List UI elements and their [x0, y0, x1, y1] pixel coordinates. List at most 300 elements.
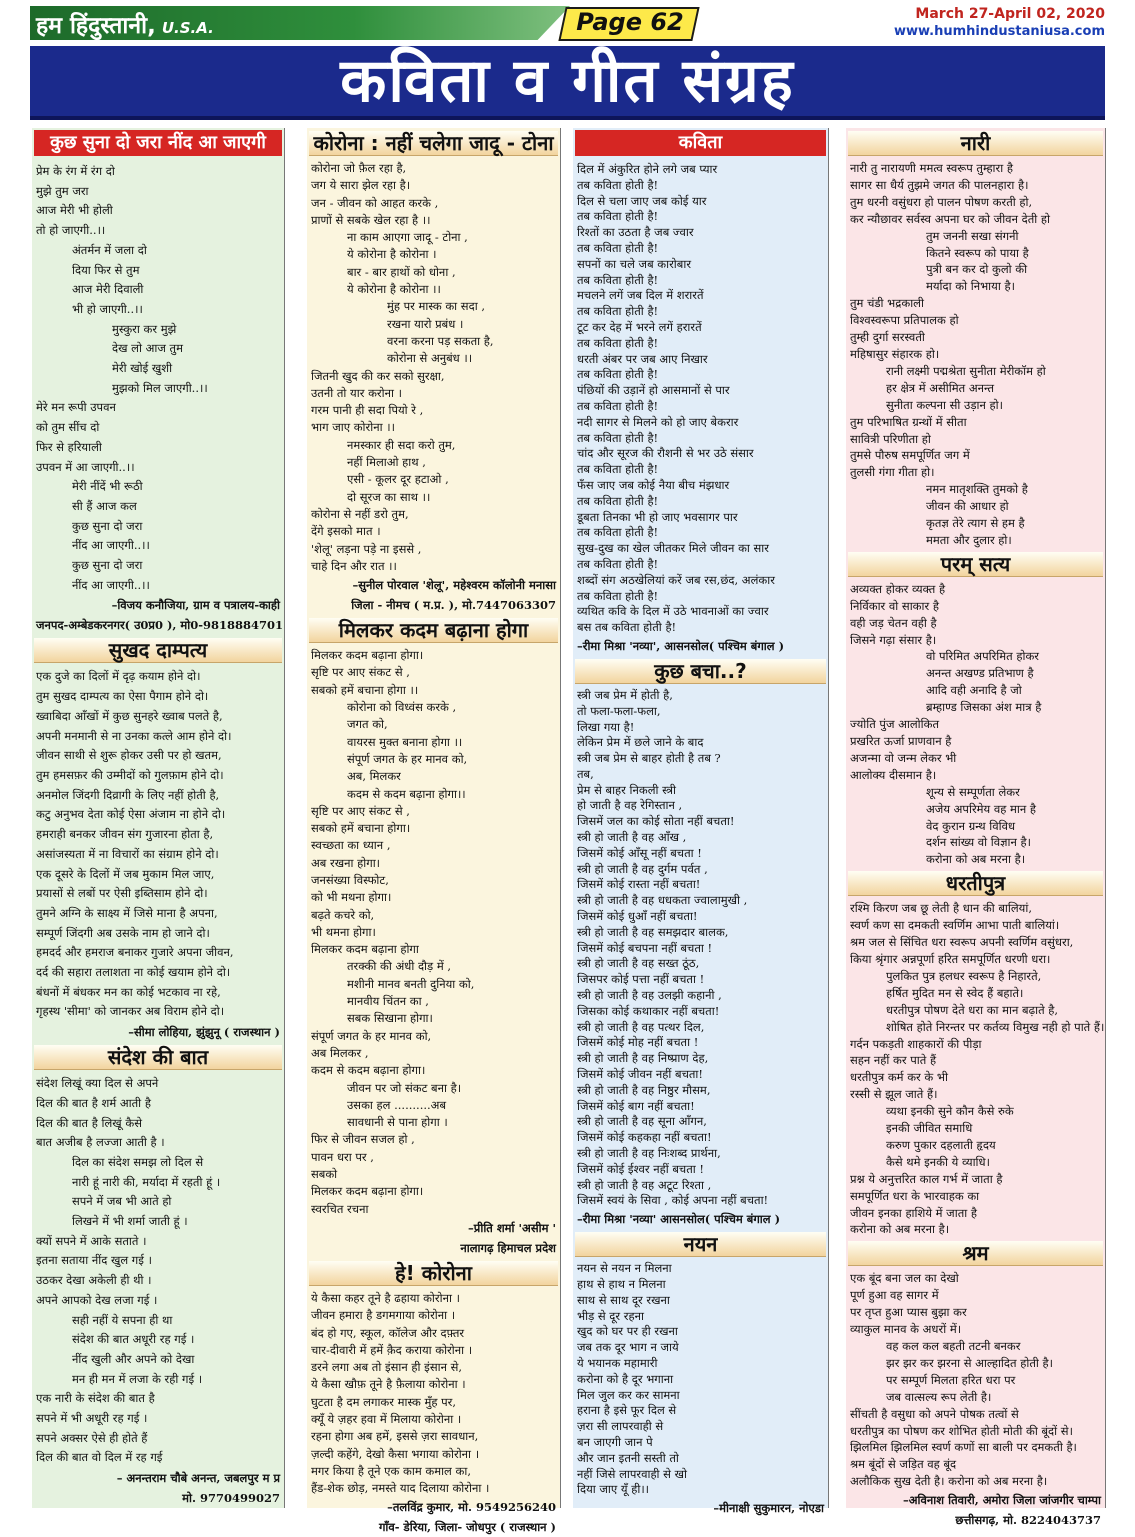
poem-line: महिषासुर संहारक हो। [850, 346, 940, 361]
poem-line: डूबता तिनका भी हो जाए भवसागर पार [577, 509, 738, 524]
poem-line: दिल की बात है लिखूं कैसे [36, 1115, 142, 1130]
poem-line: ना काम आएगा जादू - टोना , [347, 230, 468, 245]
poem-title: कुछ सुना दो जरा नींद आ जाएगी [34, 130, 282, 156]
poem-line: कर न्यौछावर सर्वस्व अपना घर को जीवन देती हो [850, 211, 1050, 226]
poem-body [573, 162, 828, 636]
poem-line: सींचती है वसुधा को अपने पोषक तत्वों से [850, 1406, 1019, 1421]
poem-line: पुत्री बन कर दो कुलो की [926, 262, 1028, 277]
poem-line: मेरे मन रूपी उपवन [36, 400, 116, 415]
poem-line: स्त्री हो जाती है वह समझदार बालक, [577, 924, 729, 939]
poem-line: किया श्रृंगार अन्नपूर्णा हरित समपूर्णित धरणी धरा। [850, 951, 1051, 966]
poem-line: मेरी खोई खुशी [112, 361, 173, 376]
poem-line: जिसपर कोई पत्ता नहीं बचता ! [577, 972, 705, 987]
poem-line: आदि वही अनादि है जो [926, 683, 1022, 698]
poem-line: कदम से कदम बढ़ाना होगा।। [347, 786, 466, 801]
poem-line: सृष्टि पर आए संकट से , [311, 803, 410, 818]
poem-author: – अनन्तराम चौबे अनन्त, जबलपुर म प्र [116, 1471, 280, 1486]
poem-line: अब रखना होगा। [311, 855, 381, 870]
poem-line: दर्शन सांख्य वो विज्ञान है। [926, 835, 1032, 850]
poem-line: नारी तु नारायणी ममत्व स्वरूप तुम्हारा है [850, 161, 1013, 175]
poem-line: तब कविता होती है! [577, 335, 659, 350]
poem-title: नयन [575, 1232, 826, 1257]
poem-line: जितनी खुद की कर सको सुरक्षा, [311, 368, 445, 383]
poem-title: हे! कोरोना [309, 1261, 558, 1286]
poem-line: तब कविता होती है! [577, 304, 659, 319]
poem-line: तब कविता होती है! [577, 525, 659, 540]
poem-author-contact: जनपद-अम्बेडकरनगर( उ0प्र0 ), मो0-9818884701 [36, 618, 284, 633]
poem-title: नारी [848, 131, 1103, 156]
poem-author: –अविनाश तिवारी, अमोरा जिला जांजगीर चाम्पा [903, 1493, 1101, 1508]
poem-line: सुनीता कल्पना सी उड़ान हो। [886, 397, 1003, 412]
poem-line: ज़ल्दी कहेंगे, देखो कैसा भगाया कोरोना । [311, 1446, 480, 1461]
poem-line: सहन नहीं कर पाते हैं [850, 1053, 937, 1068]
poem-line: एक दूसरे के दिलों में जब मुकाम मिल जाए, [36, 866, 215, 881]
poem-line: चाहे दिन और रात ।। [311, 558, 397, 573]
poem-line: स्त्री जब प्रेम से बाहर होती है तब ? [577, 751, 721, 766]
poem-line: नदी सागर से मिलने को हो जाए बेकरार [577, 414, 739, 429]
poem-line: जिसमें कोई रास्ता नहीं बचता! [577, 877, 701, 892]
poem-line: वो परिमित अपरिमित होकर [926, 649, 1039, 664]
poem-line: स्त्री हो जाती है वह धधकता ज्वालामुखी , [577, 893, 748, 908]
poem-line: कोरोना से नहीं डरो तुम, [311, 506, 409, 521]
poem-line: एक नारी के संदेश की बात है [36, 1391, 155, 1406]
poem-line: प्रेम के रंग में रंग दो [36, 164, 115, 178]
poem-line: तब कविता होती है! [577, 430, 659, 445]
poem-line: बढ़ते कचरे को, [311, 907, 375, 922]
poem-line: नमन मातृशक्ति तुमको है [926, 482, 1028, 497]
poem-body [32, 667, 284, 1022]
poem-line: अब मिलकर , [311, 1045, 369, 1060]
poem-line: मगर किया है तूने एक काम कमाल का, [311, 1463, 471, 1478]
poem-line: बात अजीब है लज्जा आती है । [36, 1135, 165, 1150]
poem-line: हैंड-शेक छोड़, नमस्ते याद दिलाया कोरोना । [311, 1481, 490, 1496]
poem-line: शून्य से सम्पूर्णता लेकर [926, 784, 1020, 799]
poem-line: अनमोल जिंदगी दिव्रागी के लिए नहीं होती है, [36, 787, 220, 802]
poem-body [846, 1270, 1105, 1490]
poem-line: अब, मिलकर [347, 769, 401, 784]
poem-line: सपने में जब भी आते हो [72, 1194, 172, 1209]
poem-line: समपूर्णित धरा के भारवाहक का [850, 1188, 980, 1203]
poem-line: स्त्री हो जाती है वह निष्प्राण देह, [577, 1051, 709, 1066]
poem-line: उसका हल ..........अब [347, 1097, 447, 1112]
poem-line: धरती अंबर पर जब आए निखार [577, 351, 708, 366]
poem-line: सपने अक्सर ऐसे ही होते हैं [36, 1430, 148, 1445]
poem-line: मचलने लगें जब दिल में शरारतें [577, 288, 704, 303]
poem-line: मानवीय चिंतन का , [347, 994, 429, 1009]
poem-line: अनन्त अखण्ड प्रतिभाण है [926, 666, 1034, 681]
poem-line: गर्दन पकड़ती शाहकारों की पीड़ा [850, 1036, 982, 1051]
poem-line: जिसमें कोई कहकहा नहीं बचता! [577, 1130, 712, 1145]
poem-line: मन ही मन में लजा के रही गई । [72, 1371, 203, 1386]
poem-line: पर तृप्त हुआ प्यास बुझा कर [850, 1305, 967, 1320]
poem-line: दिल से चला जाए जब कोई यार [577, 193, 707, 208]
poem-line: पंछियों की उड़ानें हो आसमानों से पार [577, 383, 730, 398]
poem-line: वरना करना पड़ सकता है, [387, 333, 494, 348]
column-1 [32, 128, 285, 1508]
poem-line: ये कोरोना है कोरोना । [347, 247, 437, 262]
poem-line: गरम पानी ही सदा पियो रे , [311, 403, 424, 418]
poem-line: स्वर्ण कण सा दमकती स्वर्णिम आभा पाती बालियां। [850, 918, 1060, 933]
poem-line: तो फला-फला-फला, [577, 703, 661, 718]
poem-line: तुम जननी सखा संगनी [926, 228, 1019, 243]
poem-line: खुद को घर पर ही रखना [577, 1324, 678, 1339]
poem-line: को तुम सींच दो [36, 420, 100, 435]
poem-line: मिलकर कदम बढ़ाना होगा [311, 942, 419, 957]
poem-line: हमदर्द और हमराज बनाकर गुजारे अपना जीवन, [36, 945, 234, 960]
issue-date: March 27-April 02, 2020 [915, 6, 1105, 22]
poem-line: स्वच्छता का ध्यान , [311, 838, 391, 853]
poem-line: दो सूरज का साथ ।। [347, 489, 431, 504]
poem-line: ये कोरोना है कोरोना ।। [347, 282, 441, 297]
poem-body [573, 688, 828, 1209]
publication-title: हम हिंदुस्तानी, [36, 13, 156, 39]
poem-body [846, 900, 1105, 1238]
poem-line: फिर से जीवन सजल हो , [311, 1132, 415, 1147]
poem-line: श्रम जल से सिंचित धरा स्वरूप अपनी स्वर्णिम वसुंधरा, [850, 935, 1074, 950]
poem-line: तुलसी गंगा गीता हो। [850, 465, 935, 480]
poem-line: वेद कुरान ग्रन्थ विविध [926, 818, 1016, 833]
publication-name [36, 8, 214, 40]
poem-line: ख्वाबिदा आँखों में कुछ सुनहरे ख्वाब पलते है, [36, 708, 223, 723]
poem-line: हाथ से हाथ न मिलना [577, 1277, 666, 1291]
poem-line: तब कविता होती है! [577, 177, 659, 192]
poem-line: जीवन साथी से शुरू होकर उसी पर हो खतम, [36, 748, 222, 763]
poem-line: दिया जाए यूँ ही।। [577, 1482, 650, 1497]
poem-line: हराना है इसे फूर दिल से [577, 1403, 677, 1418]
poem-line: करोना को अब मरना है। [926, 852, 1026, 867]
poem-body [846, 160, 1105, 549]
poem-line: सही नहीं ये सपना ही था [72, 1312, 173, 1327]
section-title: कविता व गीत संग्रह [340, 46, 795, 116]
poem-line: दिया फिर से तुम [72, 262, 140, 277]
poem-line: को भी मथना होगा। [311, 890, 392, 905]
poem-line: स्त्री हो जाती है वह निःशब्द प्रार्थना, [577, 1146, 721, 1161]
poem-line: करोना को है दूर भगाना [577, 1371, 674, 1386]
poem-line: सपनों का चले जब कारोबार [577, 256, 692, 271]
poem-line: मिलकर कदम बढ़ाना होगा। [311, 1184, 424, 1199]
poem-line: पावन धरा पर , [311, 1149, 374, 1164]
poem-line: तुम्ही दुर्गा सरस्वती [850, 330, 925, 345]
poem-line: भी हो जाएगी..।। [72, 301, 143, 316]
poem-body [307, 647, 560, 1218]
poem-line: नींद आ जाएगी..।। [72, 538, 150, 553]
poem-author: –मीनाक्षी सुकुमारन, नोएडा [713, 1501, 824, 1516]
poem-line: स्त्री जब प्रेम में होती है, [577, 687, 673, 702]
column-3 [573, 128, 829, 1516]
poem-author: –सुनील पोरवाल 'शेलू', महेश्वरम कॉलोनी मनासा [352, 578, 556, 593]
poem-line: करोना को अब मरना है। [850, 1222, 950, 1237]
poem-line: कुछ सुना दो जरा [72, 518, 143, 533]
poem-line: सबको [311, 1167, 338, 1182]
poem-line: नमस्कार ही सदा करो तुम, [347, 437, 456, 452]
poem-line: नहीं मिलाओ हाथ , [347, 455, 426, 470]
poem-line: जिसमें जल का कोई सोता नहीं बचता! [577, 814, 735, 829]
poem-line: दिल की बात वो दिल में रह गई [36, 1450, 163, 1465]
poem-line: अलौकिक सुख देती है। करोना को अब मरना है। [850, 1474, 1048, 1489]
poem-line: कोरोना जो फ़ैल रहा है, [311, 161, 407, 175]
poem-line: नारी हूं नारी की, मर्यादा में रहती हूं । [72, 1174, 221, 1189]
poem-line: संपूर्ण जगत के हर मानव को, [311, 1028, 432, 1043]
poem-line: लिखा गया है! [577, 719, 635, 734]
poem-line: क्यूँ ये ज़हर हवा में मिलाया कोरोना । [311, 1412, 462, 1426]
poem-line: अपने आपको देख लजा गई । [36, 1292, 158, 1307]
poem-line: 'शेलू' लड़ना पड़े ना इससे , [311, 541, 422, 556]
poem-line: तब, [577, 766, 594, 781]
poem-line: रानी लक्ष्मी पद्मश्रेता सुनीता मेरीकॉम हो [886, 363, 1046, 378]
poem-line: सुख-दुख का खेल जीतकर मिले जीवन का सार [577, 541, 769, 556]
poem-line: तब कविता होती है! [577, 209, 659, 224]
poem-line: बंद हो गए, स्कूल, कॉलेज और दफ़्तर [311, 1325, 465, 1340]
poem-author: –विजय कनौजिया, ग्राम व पत्रालय-काही [111, 598, 280, 613]
poem-line: बार - बार हाथों को धोना , [347, 264, 456, 279]
poem-line: एक बूंद बना जल का देखो [850, 1271, 959, 1286]
poem-line: इनकी जीवित समाधि [886, 1121, 973, 1136]
poem-line: जन - जीवन को आहत करके , [311, 195, 439, 210]
poem-line: बंधनों में बंधकर मन का कोई भटकाव ना रहे, [36, 984, 221, 999]
poem-line: डरने लगा अब तो इंसान ही इंसान से, [311, 1360, 463, 1375]
poem-line: देख लो आज तुम [112, 341, 183, 356]
poem-line: दर्द की सहारा तलाशता ना कोई खयाम होने दो। [36, 965, 231, 980]
poem-line: स्त्री हो जाती है वह आँख , [577, 830, 687, 845]
poem-line: जीवन हमारा है डगमगाया कोरोना । [311, 1308, 456, 1323]
poem-line: रश्मि किरण जब छू लेती है धान की बालियां, [850, 901, 1032, 916]
poem-line: कटु अनुभव देता कोई ऐसा अंजाम ना होने दो। [36, 807, 226, 822]
poem-line: संदेश की बात अधूरी रह गई । [72, 1332, 195, 1347]
poem-line: पुलकित पुत्र हलधर स्वरूप है निहारते, [886, 968, 1042, 983]
poem-line: जगत को, [347, 717, 388, 732]
poem-line: तुमसे पौरुष समपूर्णित जग में [850, 448, 970, 463]
poem-line: एक दुजे का दिलों में दृढ़ कयाम होने दो। [36, 669, 201, 684]
poem-line: तब कविता होती है! [577, 556, 659, 571]
poem-line: सावधानी से पाना होगा । [347, 1115, 448, 1130]
poem-line: तब कविता होती है! [577, 367, 659, 382]
poem-author: –प्रीति शर्मा 'असीम ' [468, 1220, 556, 1235]
poem-line: शोषित होते निरन्तर पर कर्तव्य विमुख नही हो पाते हैं। [886, 1019, 1105, 1034]
poem-line: भी थमना होगा। [311, 924, 376, 939]
poem-line: फँस जाए जब कोई नैया बीच मंझधार [577, 477, 730, 492]
poem-line: जनसंख्या विस्फोट, [311, 872, 389, 887]
poem-line: आलोक्य दीसमान है। [850, 767, 937, 782]
publication-region: U.S.A. [161, 19, 214, 37]
poem-line: व्यथित कवि के दिल में उठे भावनाओं का ज्वार [577, 604, 769, 619]
poem-line: सी हैं आज कल [72, 498, 137, 513]
poem-line: तुम परिभाषित ग्रन्थों में सीता [850, 414, 967, 429]
poem-line: जीवन की आधार हो [926, 499, 1009, 514]
poem-line: भाग जाए कोरोना ।। [311, 420, 395, 435]
poem-line: कुछ सुना दो जरा [72, 558, 143, 573]
poem-line: रहना होगा अब हमें, इससे ज़रा सावधान, [311, 1429, 479, 1444]
poem-line: कदम से कदम बढ़ाना होगा। [311, 1063, 426, 1078]
poem-line: शब्दों संग अठखेलियां करें जब रस,छंद, अलंकार [577, 572, 775, 587]
poem-author: –तलविंद्र कुमार, मो. 9549256240 [387, 1500, 556, 1515]
column-2 [307, 128, 561, 1535]
poem-line: तुम सुखद दाम्पत्य का ऐसा पैगाम होने दो। [36, 689, 209, 704]
poem-line: मेरी नींदें भी रूठी [72, 479, 143, 494]
poem-line: मिलकर कदम बढ़ाना होगा। [311, 648, 424, 663]
poem-body [846, 581, 1105, 868]
poem-line: मुंह पर मास्क का सदा , [387, 299, 485, 314]
poem-line: अपनी मनमानी से ना उनका कत्ले आम होने दो। [36, 728, 232, 743]
poem-line: अजेय अपरिमेय वह मान है [926, 801, 1037, 816]
poem-line: सम्पूर्ण जिंदगी अब उसके नाम हो जाने दो। [36, 925, 210, 940]
poem-line: जग ये सारा झेल रहा है। [311, 178, 411, 193]
poem-line: लिखने में भी शर्मा जाती हूं । [72, 1214, 188, 1229]
poem-line: प्रश्न ये अनुत्तरित काल गर्भ में जाता है [850, 1171, 1003, 1186]
poem-line: रखना यारो प्रबंध । [387, 316, 464, 331]
poem-line: कितने स्वरूप को पाया है [926, 245, 1029, 260]
poem-line: नयन से नयन न मिलना [577, 1261, 672, 1276]
poem-line: तरक्की की अंधी दौड़ में , [347, 959, 452, 974]
poem-line: लेकिन प्रेम में छले जाने के बाद [577, 735, 704, 750]
poem-line: अजन्मा वो जन्म लेकर भी [850, 750, 957, 765]
poem-body [32, 1074, 284, 1468]
poem-line: आज मेरी भी होली [36, 203, 113, 218]
column-4 [846, 128, 1106, 1528]
poem-line: झर झर कर झरना से आल्हादित होती है। [886, 1355, 1053, 1370]
poem-line: उपवन में आ जाएगी..।। [36, 459, 135, 474]
poem-line: हो जाती है वह रेगिस्तान , [577, 798, 683, 813]
poem-line: धरतीपुत्र का पोषण कर शोभित होती मोती की बूंदों से। [850, 1423, 1073, 1438]
poem-line: जिसमें कोई बाग नहीं बचता! [577, 1098, 695, 1113]
poem-line: नहीं जिसे लापरवाही से खो [577, 1466, 688, 1481]
poem-line: घुटता है दम लगाकर मास्क मुँह पर, [311, 1394, 456, 1409]
poem-line: जिसमें कोई मोह नहीं बचता ! [577, 1035, 699, 1050]
poem-line: श्रम बूंदों से जड़ित वह बूंद [850, 1457, 957, 1472]
poem-line: वायरस मुक्त बनाना होगा ।। [347, 734, 463, 749]
poem-title: कोरोना : नहीं चलेगा जादू - टोना [309, 131, 558, 156]
poem-line: स्त्री हो जाती है वह पत्थर दिल, [577, 1019, 705, 1034]
poem-author-place: गाँव- डेरिया, जिला- जोधपुर ( राजस्थान ) [378, 1520, 556, 1535]
poem-line: प्राणों से सबके खेल रहा है ।। [311, 212, 431, 227]
page-number: Page 62 [576, 8, 684, 36]
poem-line: व्याकुल मानव के अधरों में। [850, 1322, 962, 1337]
poem-line: निर्विकार वो साकार है [850, 598, 939, 613]
poem-line: स्त्री हो जाती है वह उलझी कहानी , [577, 988, 722, 1003]
page-header [30, 6, 1105, 40]
poem-line: कोरोना से अनुबंध ।। [387, 351, 473, 366]
poem-line: ये कैसा खौफ़ तूने है फ़ैलाया कोरोना । [311, 1377, 466, 1392]
poem-line: धरतीपुत्र पोषण देते धरा का मान बढ़ाते है, [886, 1002, 1059, 1017]
poem-line: जब वात्सल्य रूप लेती है। [886, 1389, 992, 1404]
poem-line: रस्सी से झूल जाते हैं। [850, 1087, 938, 1102]
poem-line: चार-दीवारी में हमें क़ैद कराया कोरोना । [311, 1342, 473, 1357]
poem-line: टूट कर देह में भरने लगें हरारतें [577, 319, 702, 334]
poem-line: जिसमें स्वयं के सिवा , कोई अपना नहीं बचता! [577, 1193, 769, 1208]
poem-line: सबक सिखाना होगा। [347, 1011, 433, 1026]
poem-line: स्त्री हो जाती है वह सख्त ठूंठ, [577, 956, 700, 971]
poem-line: ये कैसा कहर तूने है ढहाया कोरोना । [311, 1290, 460, 1305]
poem-line: बन जाएगी जान पे [577, 1434, 653, 1449]
poem-line: मिल जुल कर कर सामना [577, 1387, 680, 1402]
poem-author: –सीमा लोहिया, झुंझुनू ( राजस्थान ) [128, 1025, 280, 1040]
poem-line: इतना सताया नींद खुल गई । [36, 1253, 152, 1268]
poem-line: अव्यक्त होकर व्यक्त है [850, 581, 946, 596]
poem-line: सागर सा धैर्य तुझमे जगत की पालनहारा है। [850, 177, 1029, 192]
poem-title: परम् सत्य [848, 552, 1103, 577]
poem-line: कैसे थमे इनकी ये व्याधि। [886, 1154, 990, 1169]
poem-line: तुम हमसफ़र की उम्मीदों को गुलफ़ाम होने दो। [36, 767, 224, 782]
poem-line: दिल में अंकुरित होने लगे जब प्यार [577, 162, 718, 176]
poem-line: करुण पुकार दहलाती हृदय [886, 1137, 996, 1152]
poem-line: स्त्री हो जाती है वह सूना आँगन, [577, 1114, 707, 1129]
poem-line: झिलमिल झिलमिल स्वर्ण कणों सा बाली पर दमकती है। [850, 1440, 1077, 1455]
poem-line: स्त्री हो जाती है वह दुर्गम पर्वत , [577, 861, 708, 876]
poem-line: तब कविता होती है! [577, 462, 659, 477]
poem-line: ब्रम्हाण्ड जिसका अंश मात्र है [926, 700, 1042, 715]
poem-line: एसी - कूलर दूर हटाओ , [347, 472, 449, 487]
poem-line: जिसमें कोई ईश्वर नहीं बचता ! [577, 1161, 705, 1176]
poem-line: तब कविता होती है! [577, 588, 659, 603]
poem-line: जीवन इनका हाशिये में जाता है [850, 1205, 977, 1220]
poem-line: जिसका कोई कथाकार नहीं बचता! [577, 1003, 720, 1018]
poem-line: जीवन पर जो संकट बना है। [347, 1080, 462, 1095]
poem-line: तब कविता होती है! [577, 493, 659, 508]
poem-line: रिश्तों का उठता है जब ज्वार [577, 225, 694, 240]
poem-line: उठकर देखा अकेली ही थी । [36, 1273, 152, 1288]
poem-line: विश्वस्वरूपा प्रतिपालक हो [850, 313, 959, 328]
poem-line: नींद खुली और अपने को देखा [72, 1351, 195, 1366]
poem-line: सपने में भी अधूरी रह गई । [36, 1411, 148, 1426]
poem-line: आज मेरी दिवाली [72, 282, 144, 297]
poem-line: सृष्टि पर आए संकट से , [311, 665, 410, 680]
poem-title: कविता [575, 130, 826, 156]
poem-line: प्रेम से बाहर निकली स्त्री [577, 782, 676, 797]
poem-body [307, 160, 560, 575]
poem-line: फिर से हरियाली [36, 439, 102, 454]
poem-title: कुछ बचा..? [575, 659, 826, 684]
poem-line: संदेश लिखूं क्या दिल से अपने [36, 1076, 159, 1091]
poem-line: जिसमें कोई धुआँ नहीं बचता! [577, 909, 698, 924]
poem-author-contact: छत्तीसगढ़, मो. 8224043737 [955, 1513, 1101, 1528]
poem-line: हर्षित मुदित मन से स्वेद हैं बहाते। [886, 985, 1024, 1000]
poem-line: और जान इतनी सस्ती तो [577, 1450, 679, 1465]
poem-line: वह कल कल बहती तटनी बनकर [886, 1339, 1021, 1353]
poem-line: तुमने अग्नि के साक्ष्य में जिसे माना है अपना, [36, 905, 218, 920]
poem-line: स्त्री हो जाती है वह निष्ठुर मौसम, [577, 1082, 711, 1097]
poem-line: भीड़ से दूर रहना [577, 1308, 644, 1323]
poem-line: ज़रा सी लापरवाही से [577, 1419, 664, 1434]
poem-line: मुझको मिल जाएगी..।। [112, 380, 208, 395]
poem-line: स्त्री हो जाती है वह अटूट रिश्ता , [577, 1177, 712, 1192]
website-link[interactable]: www.humhindustaniusa.com [893, 24, 1105, 39]
section-banner [30, 46, 1105, 120]
poem-line: जिसमें कोई जीवन नहीं बचता! [577, 1067, 704, 1082]
poem-line: जिसमें कोई बचपना नहीं बचता ! [577, 940, 713, 955]
poem-line: जब तक दूर भाग न जाये [577, 1340, 679, 1355]
poem-line: बस तब कविता होती है! [577, 620, 677, 635]
issue-info [894, 6, 1105, 40]
poem-line: ये भयानक महामारी [577, 1355, 658, 1370]
poem-title: धरतीपुत्र [848, 871, 1103, 896]
poem-line: हर क्षेत्र में असीमित अनन्त [886, 380, 995, 395]
poem-line: कृतज्ञ तेरे त्याग से हम है [926, 516, 1025, 531]
poem-line: तब कविता होती है! [577, 398, 659, 413]
poem-line: कोरोना को विध्वंस करके , [347, 700, 457, 715]
poem-line: तब कविता होती है! [577, 240, 659, 255]
poem-line: उतनी तो यार करोना । [311, 385, 402, 400]
poem-line: तुम चंडी भद्रकाली [850, 296, 924, 311]
poem-body [32, 162, 284, 595]
poem-line: मुझे तुम जरा [36, 183, 89, 198]
poem-line: हमराही बनकर जीवन संग गुजारना होता है, [36, 827, 214, 842]
poem-line: मुस्कुरा कर मुझे [112, 321, 177, 336]
poem-line: दिल की बात है शर्म आती है [36, 1095, 151, 1110]
poem-line: सबको हमें बचाना होगा। [311, 821, 411, 836]
poem-author: –रीमा मिश्रा 'नव्या', आसनसोल( पश्चिम बंगाल ) [577, 638, 785, 653]
poem-author-contact: जिला - नीमच ( म.प्र. ), मो.7447063307 [351, 598, 556, 613]
poem-line: स्वरचित रचना [311, 1201, 369, 1216]
poem-line: ममता और दुलार हो। [926, 532, 1012, 547]
